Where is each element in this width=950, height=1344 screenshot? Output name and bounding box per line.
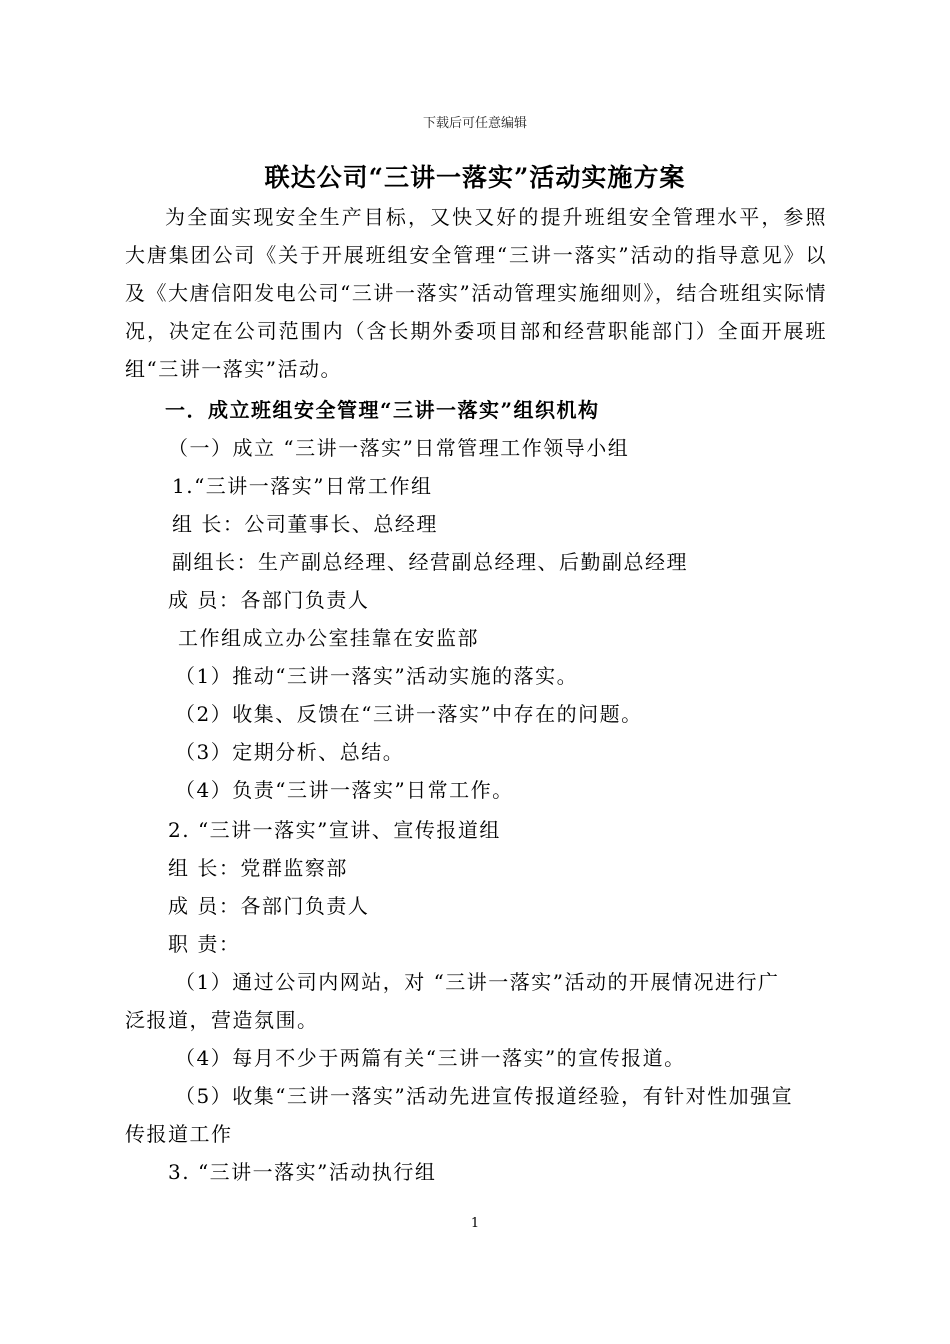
- group-1-duty-item: （2）收集、反馈在“三讲一落实”中存在的问题。: [175, 702, 643, 726]
- section-1-heading: 一．成立班组安全管理“三讲一落实”组织机构: [165, 398, 600, 422]
- group-2-heading: 2. “三讲一落实”宣讲、宣传报道组: [168, 818, 501, 842]
- group-1-duty-item: （4）负责“三讲一落实”日常工作。: [175, 778, 514, 802]
- group-1-heading: 1.“三讲一落实”日常工作组: [172, 474, 433, 498]
- group-1-members: 成 员：各部门负责人: [168, 588, 370, 612]
- group-2-duty-4: （4）每月不少于两篇有关“三讲一落实”的宣传报道。: [175, 1046, 686, 1070]
- group-2-duties-label: 职 责：: [168, 932, 241, 956]
- group-1-duty-item: （1）推动“三讲一落实”活动实施的落实。: [175, 664, 579, 688]
- group-2-duty-1-line-1: （1）通过公司内网站，对 “三讲一落实”活动的开展情况进行广: [175, 970, 780, 994]
- header-note: 下载后可任意编辑: [422, 116, 527, 131]
- group-2-leader: 组 长：党群监察部: [168, 856, 348, 880]
- group-2-duty-5-line-2: 传报道工作: [125, 1122, 233, 1146]
- document-title: 联达公司“三讲一落实”活动实施方案: [264, 163, 686, 192]
- group-2-duty-1-line-2: 泛报道，营造氛围。: [125, 1008, 319, 1032]
- group-1-leader: 组 长：公司董事长、总经理: [172, 512, 438, 536]
- intro-paragraph: 为全面实现安全生产目标，又快又好的提升班组安全管理水平，参照大唐集团公司《关于开展班组安全管理“三讲一落实”活动的指导意见》以及《大唐信阳发电公司“三讲一落实”活动管理实施细则》，结合班组实际情况，决定在公司范围内（含长期外委项目部和经营职能部门）全面开展班组“三讲一落实”活动。: [125, 205, 827, 381]
- group-1-office: 工作组成立办公室挂靠在安监部: [178, 626, 479, 650]
- intro-section: [125, 198, 827, 388]
- group-1-duty-item: （3）定期分析、总结。: [175, 740, 405, 764]
- group-2-members: 成 员：各部门负责人: [168, 894, 370, 918]
- group-1-deputy: 副组长：生产副总经理、经营副总经理、后勤副总经理: [172, 550, 688, 574]
- group-3-heading: 3. “三讲一落实”活动执行组: [168, 1160, 437, 1184]
- subsection-1-heading: （一）成立 “三讲一落实”日常管理工作领导小组: [168, 436, 630, 460]
- group-2-duty-5-line-1: （5）收集“三讲一落实”活动先进宣传报道经验，有针对性加强宣: [175, 1084, 794, 1108]
- page-number: 1: [470, 1216, 480, 1231]
